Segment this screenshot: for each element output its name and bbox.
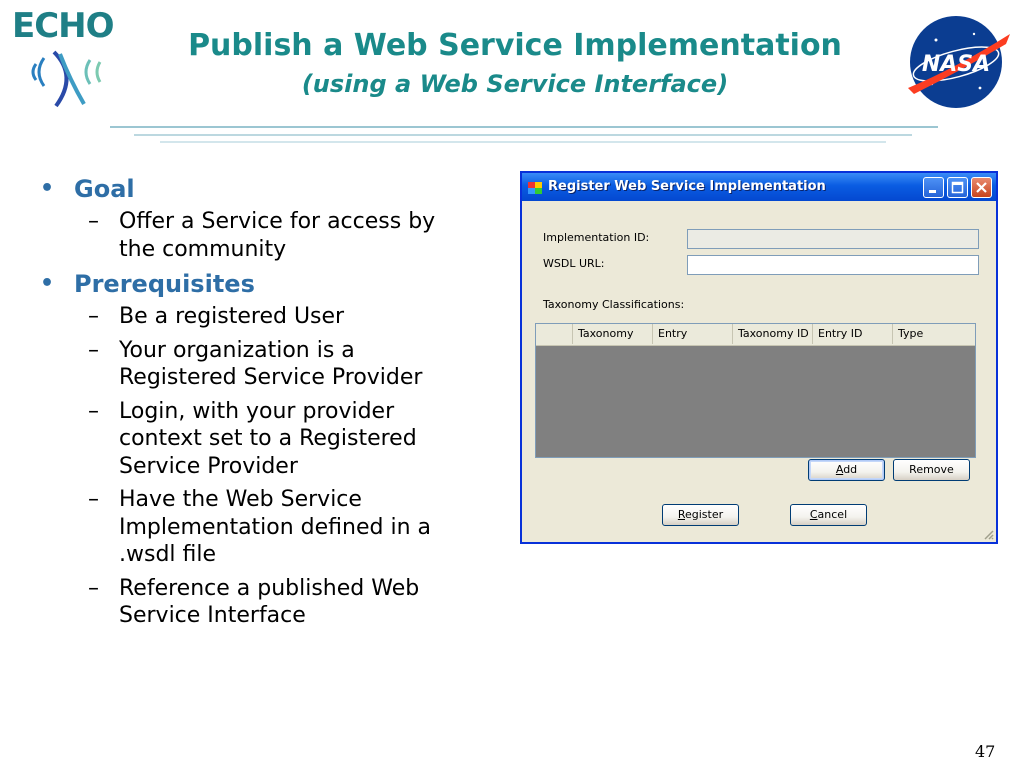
sub-bullet: – Reference a published Web Service Interface (88, 575, 420, 628)
implementation-id-label: Implementation ID: (543, 231, 650, 244)
sub-bullet-text: Login, with your provider context set to a Registered Service Provider (119, 398, 417, 479)
dialog-titlebar[interactable] (522, 173, 996, 201)
sub-bullet: – Be a registered User (88, 304, 345, 329)
echo-waves-icon (26, 50, 126, 108)
sub-bullet: – Login, with your provider context set to a Registered Service Provider (88, 398, 417, 479)
minimize-button[interactable] (923, 177, 944, 198)
column-header-type[interactable]: Type (898, 327, 924, 340)
minimize-icon (924, 178, 943, 197)
add-button[interactable]: Add (808, 459, 885, 481)
grid-header (536, 324, 975, 346)
wsdl-url-field[interactable] (687, 255, 979, 275)
column-header-entry[interactable]: Entry (653, 324, 733, 344)
sub-bullet: – Offer a Service for access by the community (88, 209, 436, 262)
resize-grip-icon[interactable] (982, 528, 994, 540)
slide-subtitle: (using a Web Service Interface) (301, 70, 729, 98)
sub-bullet: – Have the Web Service Implementation defined in a .wsdl file (88, 487, 432, 567)
dialog-title: Register Web Service Implementation (548, 179, 826, 194)
svg-text:NASA: NASA (921, 52, 991, 77)
sub-bullet-text: Offer a Service for access by the community (119, 209, 436, 262)
sub-bullet-text: Be a registered User (119, 304, 345, 329)
bullet-prerequisites (40, 269, 480, 299)
close-button[interactable] (971, 177, 992, 198)
app-window-icon (528, 180, 542, 194)
slide-title: Publish a Web Service Implementation (188, 28, 842, 63)
wsdl-url-label: WSDL URL: (543, 257, 605, 270)
remove-button[interactable]: Remove (893, 459, 970, 481)
bullet-dot: • (40, 271, 55, 296)
column-header-entry-id[interactable]: Entry ID (813, 324, 893, 344)
echo-logo (12, 6, 130, 110)
register-dialog (520, 171, 998, 544)
bullet-label: Prerequisites (74, 270, 255, 298)
sub-bullet-text: Reference a published Web Service Interface (119, 575, 420, 628)
bullet-list (40, 174, 480, 636)
implementation-id-field[interactable] (687, 229, 979, 249)
echo-logo-text: ECHO (12, 6, 114, 46)
header-divider (134, 134, 912, 136)
bullet-label: Goal (74, 175, 135, 203)
nasa-logo-icon (906, 10, 1010, 110)
slide-number: 47 (975, 742, 996, 761)
maximize-icon (948, 178, 967, 197)
column-header-taxonomy[interactable]: Taxonomy (573, 324, 653, 344)
column-header-taxonomy-id[interactable]: Taxonomy ID (733, 324, 813, 344)
bullet-dot: • (40, 176, 55, 201)
column-header-selector[interactable] (536, 324, 573, 344)
sub-bullet: – Your organization is a Registered Service Provider (88, 337, 423, 390)
bullet-goal (40, 174, 480, 204)
maximize-button[interactable] (947, 177, 968, 198)
header-divider (160, 141, 886, 143)
sub-bullet-text: Your organization is a Registered Service Provider (119, 337, 423, 390)
header-divider (110, 126, 938, 128)
close-icon (972, 178, 991, 197)
cancel-button[interactable]: Cancel (790, 504, 867, 526)
sub-bullet-text: Have the Web Service Implementation defined in a .wsdl file (119, 487, 432, 567)
taxonomy-grid[interactable] (535, 323, 976, 458)
taxonomy-label: Taxonomy Classifications: (543, 298, 685, 311)
register-button[interactable]: Register (662, 504, 739, 526)
